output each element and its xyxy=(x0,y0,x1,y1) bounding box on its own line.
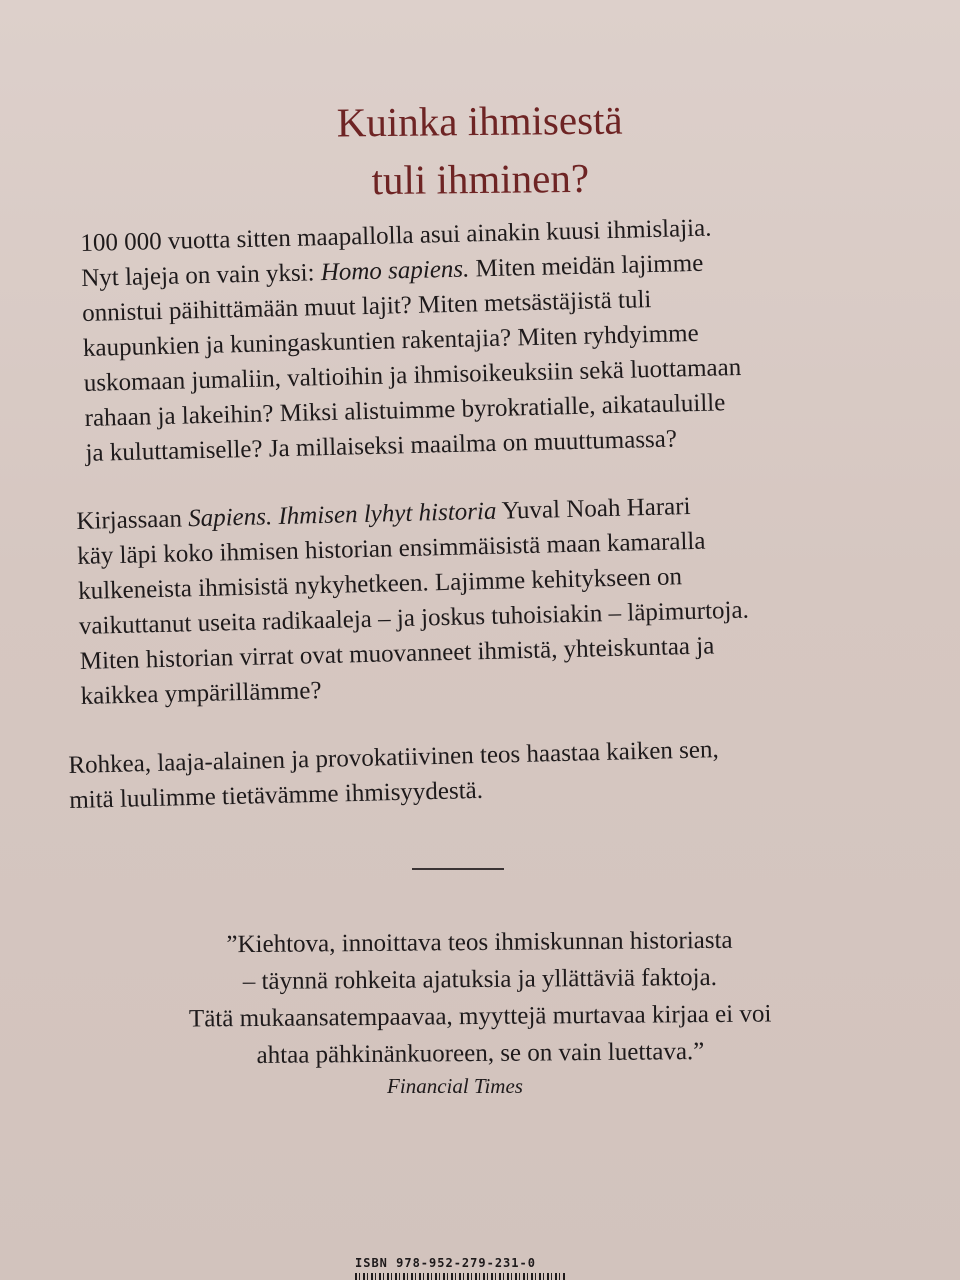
text-line: ja kuluttamiselle? Ja millaiseksi maailma on muuttumassa? xyxy=(85,425,678,467)
cover-heading xyxy=(179,89,780,211)
blurb-paragraph-1 xyxy=(80,207,866,471)
book-title: Sapiens. Ihmisen lyhyt historia xyxy=(187,497,497,533)
text-line: käy läpi koko ihmisen historian ensimmäisistä maan kamaralla xyxy=(76,527,706,570)
quote-source: Financial Times xyxy=(387,1074,523,1098)
barcode-icon xyxy=(355,1273,565,1280)
text-segment: Miten meidän lajimme xyxy=(468,249,704,283)
text-line: kaikkea ympärillämme? xyxy=(80,677,322,710)
heading-line-1: Kuinka ihmisestä xyxy=(336,96,623,146)
text-line: vaikuttanut useita radikaaleja – ja joskus tuhoisiakin – läpimurtoja. xyxy=(78,596,750,640)
isbn-number: ISBN 978-952-279-231-0 xyxy=(355,1256,536,1270)
text-line: 100 000 vuotta sitten maapallolla asui ainakin kuusi ihmislajia. xyxy=(80,214,712,257)
blurb-paragraph-2 xyxy=(76,485,861,714)
text-line: rahaan ja lakeihin? Miksi alistuimme byrokratialle, aikatauluille xyxy=(84,389,726,432)
text-segment: Nyt lajeja on vain yksi: xyxy=(80,259,322,292)
text-segment: Kirjassaan xyxy=(76,505,189,535)
quote-line: – täynnä rohkeita ajatuksia ja yllättäviä faktoja. xyxy=(242,963,718,996)
text-line: kulkeneista ihmisistä nykyhetkeen. Lajimme kehitykseen on xyxy=(77,563,683,605)
quote-line: Tätä mukaansatempaavaa, myyttejä murtavaa kirjaa ei voi xyxy=(188,1000,772,1033)
text-line: Miten historian virrat ovat muovanneet ihmistä, yhteiskuntaa ja xyxy=(79,632,715,675)
quote-line: ahtaa pähkinänkuoreen, se on vain luettava.” xyxy=(256,1038,705,1069)
species-name: Homo sapiens. xyxy=(320,255,470,287)
blurb-paragraph-3 xyxy=(68,729,849,818)
review-quote xyxy=(109,921,850,1075)
text-line: Rohkea, laaja-alainen ja provokatiivinen teos haastaa kaiken sen, xyxy=(68,736,720,779)
author-name: Yuval Noah Harari xyxy=(496,492,691,525)
text-line: onnistui päihittämään muut lajit? Miten metsästäjistä tuli xyxy=(81,286,652,327)
heading-line-2: tuli ihminen? xyxy=(371,154,590,204)
quote-line: ”Kiehtova, innoittava teos ihmiskunnan historiasta xyxy=(226,926,733,959)
text-line: mitä luulimme tietävämme ihmisyydestä. xyxy=(68,776,484,814)
text-line: uskomaan jumaliin, valtioihin ja ihmisoikeuksiin sekä luottamaan xyxy=(83,353,742,397)
text-line: kaupunkien ja kuningaskuntien rakentajia? Miten ryhdyimme xyxy=(82,319,699,362)
section-divider xyxy=(412,868,504,870)
